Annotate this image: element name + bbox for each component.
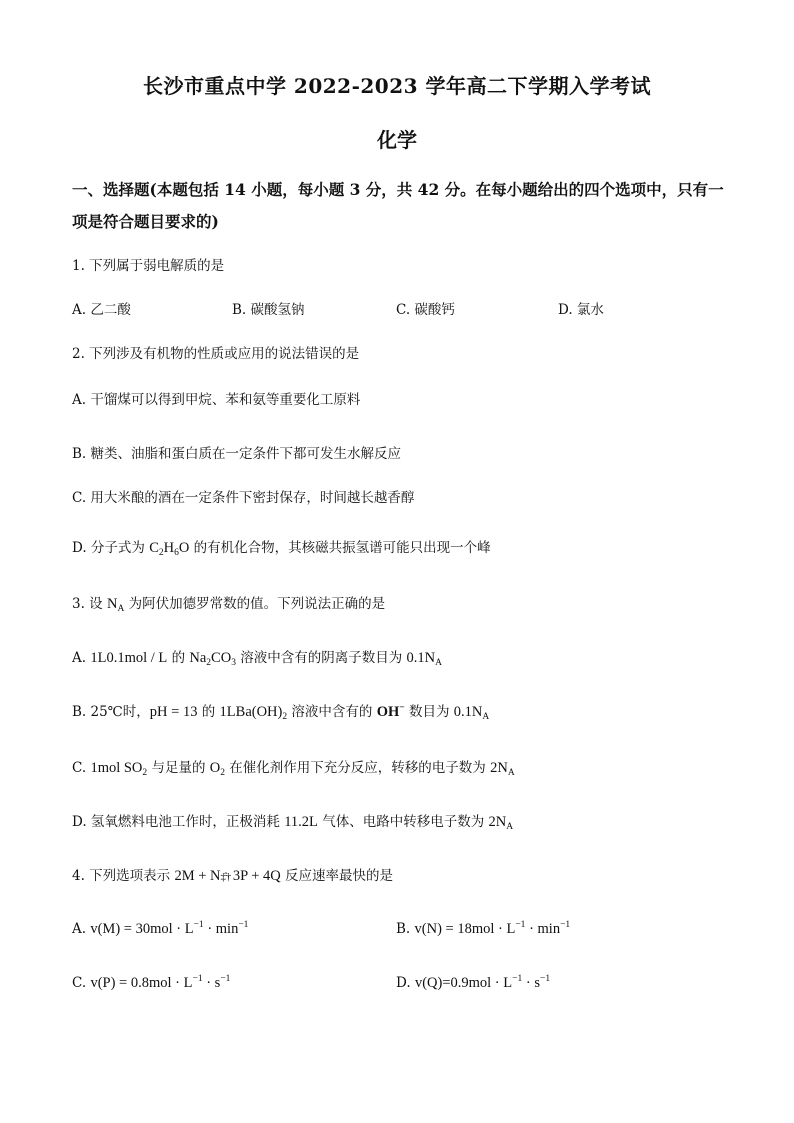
question-2-option-c: C. 用大米酿的酒在一定条件下密封保存，时间越长越香醇 (72, 490, 415, 506)
question-1-option-a: A. 乙二酸 (72, 302, 131, 318)
question-2-option-d: D. 分子式为 $C_2H_6O$ 的有机化合物，其核磁共振氢谱可能只出现一个峰 (72, 540, 491, 558)
question-2-stem: 2. 下列涉及有机物的性质或应用的说法错误的是 (72, 346, 360, 362)
question-3-option-a: A. 1L0.1mol / L 的 $Na_2CO_3$ 溶液中含有的阴离子数目为 $0.1N_A$ (72, 650, 443, 668)
question-4-stem: 4. 下列选项表示 2M + N‡ˆ† 3P + 4Q 反应速率最快的是 (72, 868, 394, 884)
question-2-option-a: A. 干馏煤可以得到甲烷、苯和氨等重要化工原料 (72, 392, 361, 408)
section-heading: 一、选择题(本题包括 14 小题，每小题 3 分，共 42 分。在每小题给出的四个选项中，只有一项是符合题目要求的) (72, 180, 724, 231)
question-1-option-b: B. 碳酸氢钠 (232, 302, 305, 318)
question-4-option-b: B. $v(N) = 18mol \cdot L^{-1} \cdot \min^{-1}$ (396, 920, 571, 937)
exam-title: 长沙市重点中学 2022-2023 学年高二下学期入学考试 (142, 74, 652, 98)
question-4-option-d: D. $v(Q)=0.9mol \cdot L^{-1} \cdot s^{-1}$ (396, 974, 551, 991)
exam-subject: 化学 (377, 128, 417, 152)
equilibrium-arrow-icon: ‡ˆ† (220, 871, 230, 883)
question-3-option-b: B. 25℃时，pH = 13 的 $1LBa(OH)_2$ 溶液中含有的 OH− 数目为 $0.1N_A$ (72, 703, 490, 722)
question-3-option-d: D. 氢氧燃料电池工作时，正极消耗 11.2L 气体、电路中转移电子数为 $2N_A$ (72, 814, 514, 832)
formula-c2h6o: $C_2H_6O$ (149, 540, 190, 558)
question-4-option-c: C. $v(P) = 0.8mol \cdot L^{-1} \cdot s^{-1}$ (72, 974, 231, 991)
question-1-option-c: C. 碳酸钙 (396, 302, 455, 318)
question-1-option-d: D. 氯水 (558, 302, 604, 318)
question-3-stem: 3. 设 $N_A$ 为阿伏加德罗常数的值。下列说法正确的是 (72, 596, 386, 614)
avogadro-symbol: $N_A$ (106, 596, 125, 614)
question-1-stem: 1. 下列属于弱电解质的是 (72, 258, 225, 274)
question-4-option-a: A. $v(M) = 30mol \cdot L^{-1} \cdot \min^{-1}$ (72, 920, 249, 937)
question-2-option-b: B. 糖类、油脂和蛋白质在一定条件下都可发生水解反应 (72, 446, 402, 462)
reaction-equation: 2M + N‡ˆ† 3P + 4Q (174, 868, 281, 884)
question-3-option-c: C. 1mol $SO_2$ 与足量的 $O_2$ 在催化剂作用下充分反应，转移的电子数为 $2N_A$ (72, 760, 515, 778)
